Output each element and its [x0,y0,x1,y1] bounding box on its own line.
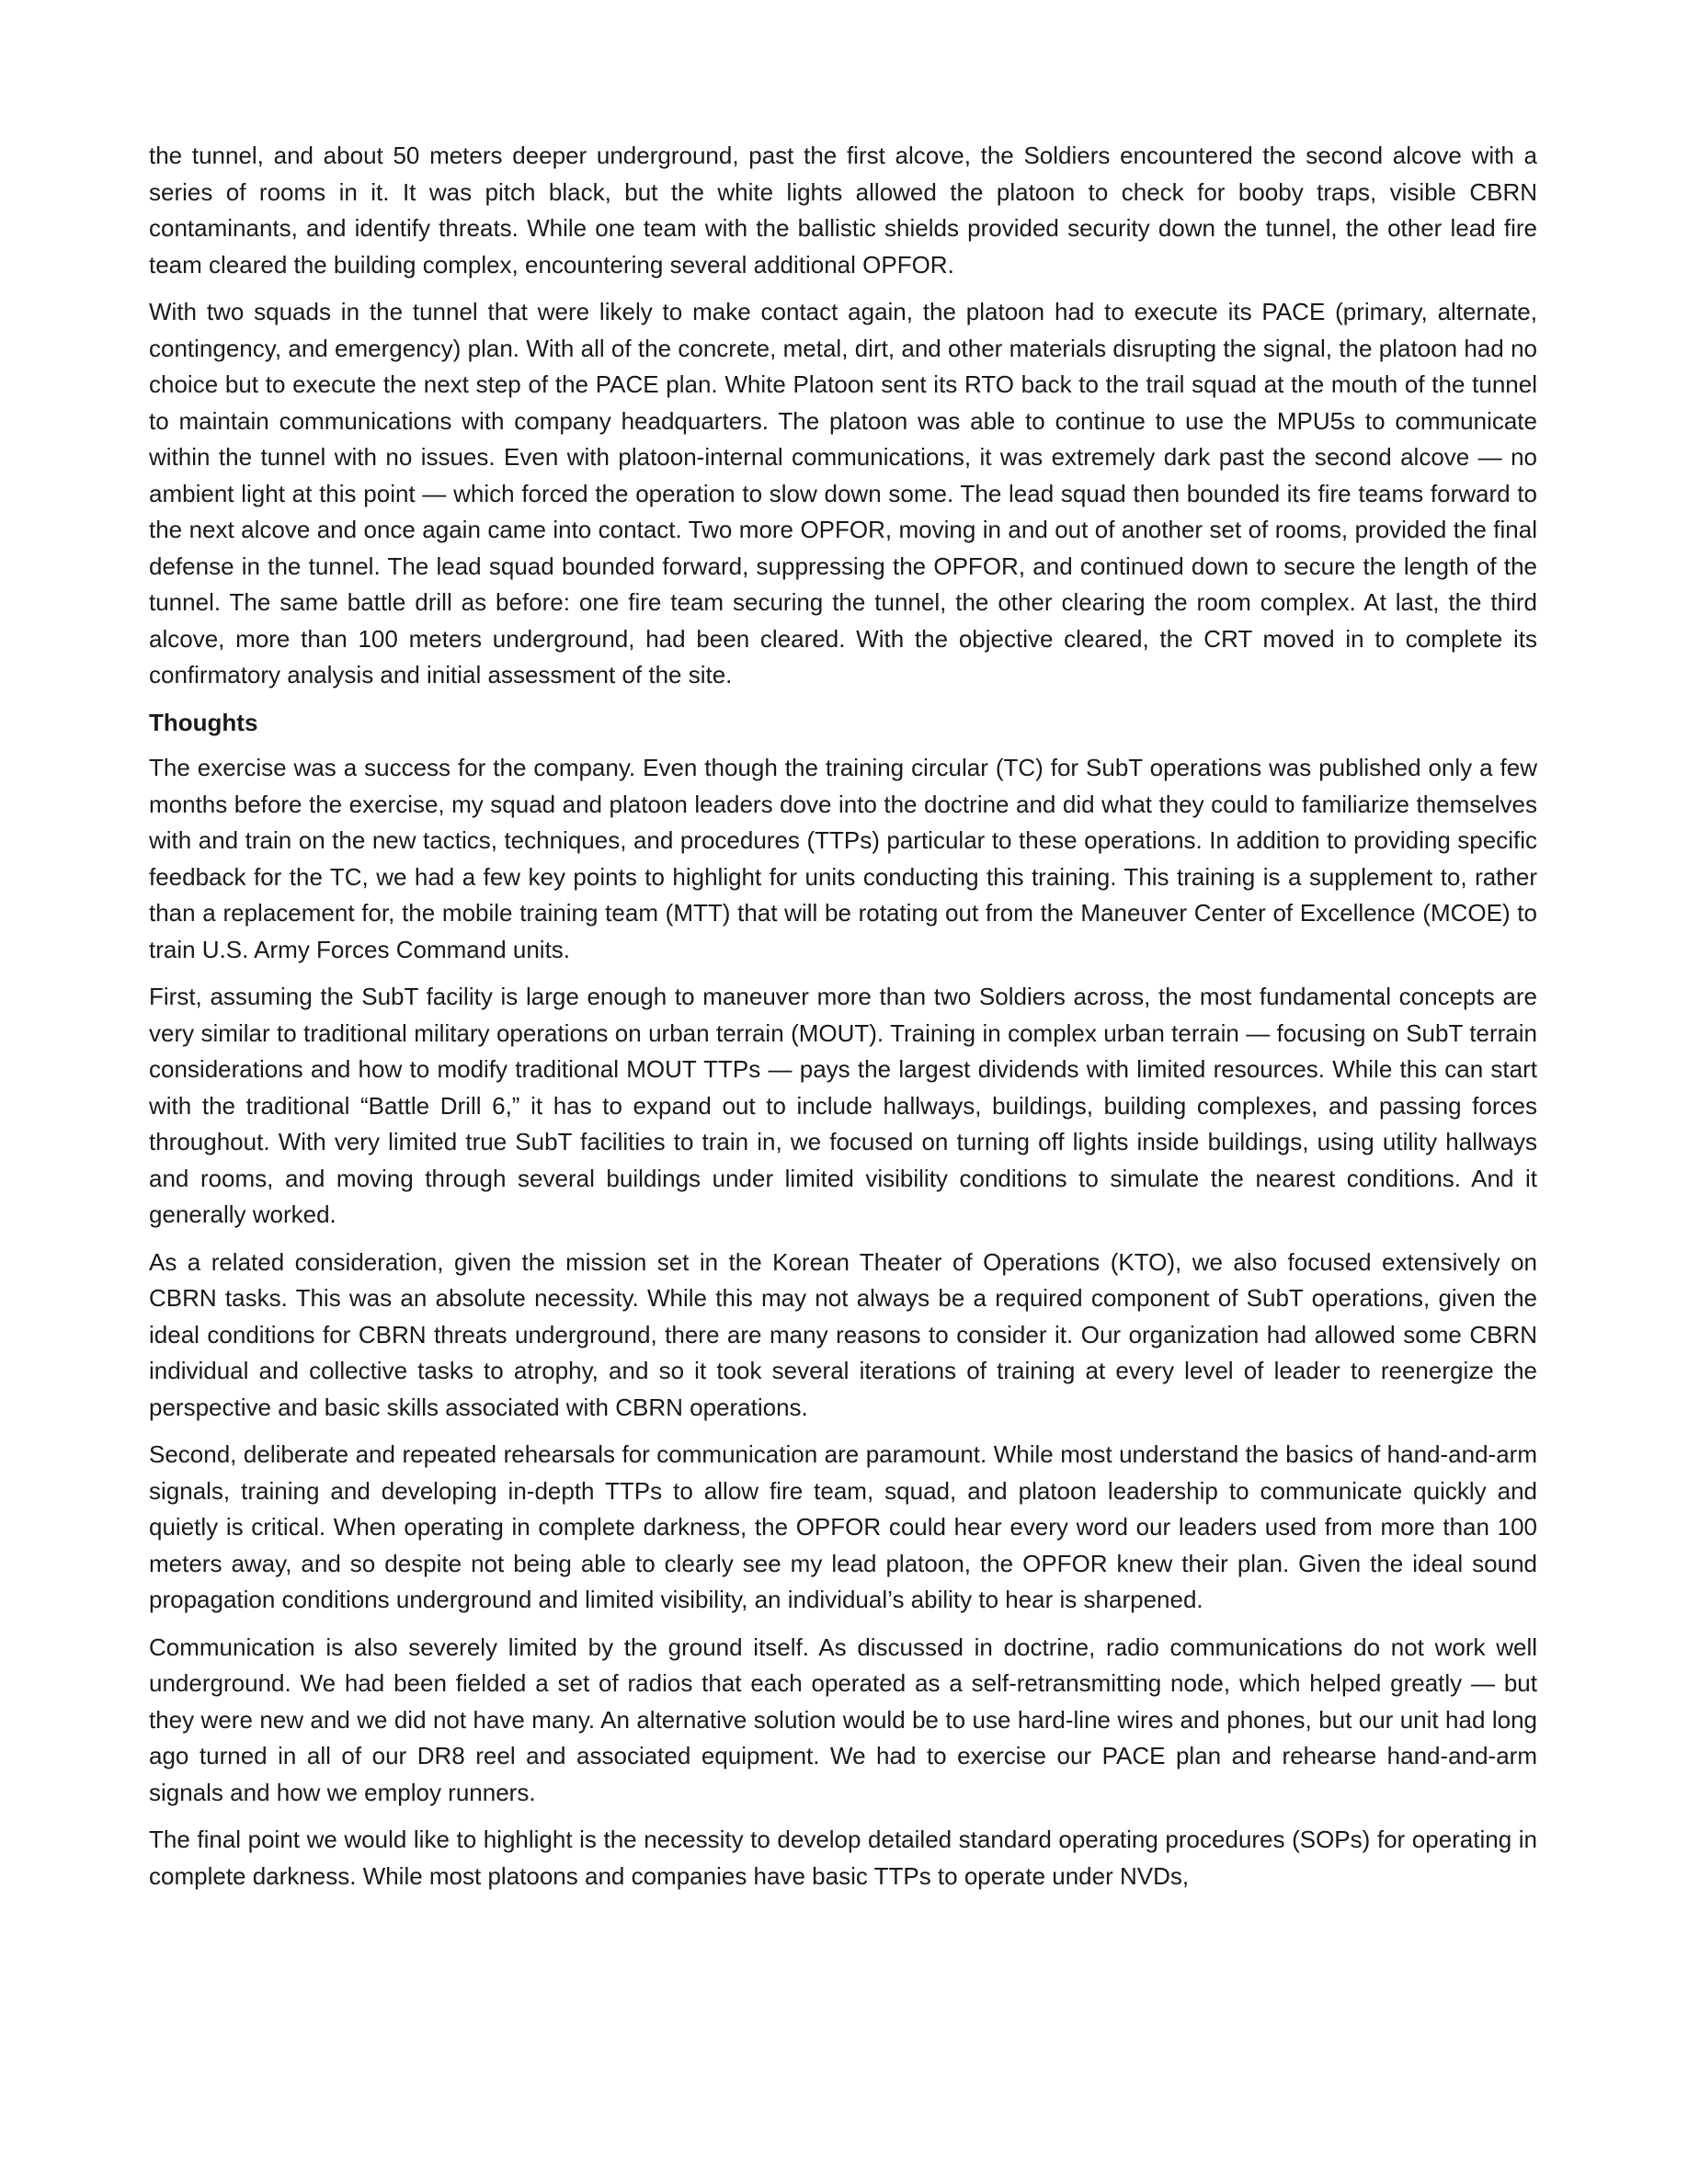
article-page [149,138,1537,1905]
body-paragraph: Second, deliberate and repeated rehearsals for communication are paramount. While most understand the basics of hand-and-arm signals, training and developing in-depth TTPs to allow fire team, squad, and platoon leadership to communicate quickly and quietly is critical. When operating in complete darkness, the OPFOR could hear every word our leaders used from more than 100 meters away, and so despite not being able to clearly see my lead platoon, the OPFOR knew their plan. Given the ideal sound propagation conditions underground and limited visibility, an individual’s ability to hear is sharpened. [149,1440,1537,1613]
body-paragraph: As a related consideration, given the mission set in the Korean Theater of Operations (KTO), we also focused extensively on CBRN tasks. This was an absolute necessity. While this may not always be a required component of SubT operations, given the ideal conditions for CBRN threats underground, there are many reasons to consider it. Our organization had allowed some CBRN individual and collective tasks to atrophy, and so it took several iterations of training at every level of leader to reenergize the perspective and basic skills associated with CBRN operations. [149,1247,1537,1421]
body-paragraph: The final point we would like to highlight is the necessity to develop detailed standard operating procedures (SOPs) for operating in complete darkness. While most platoons and companies have basic TTPs to operate under NVDs, [149,1826,1537,1890]
body-paragraph: The exercise was a success for the company. Even though the training circular (TC) for SubT operations was published only a few months before the exercise, my squad and platoon leaders dove into the doctrine and did what they could to familiarize themselves with and train on the new tactics, techniques, and procedures (TTPs) particular to these operations. In addition to providing specific feedback for the TC, we had a few key points to highlight for units conducting this training. This training is a supplement to, rather than a replacement for, the mobile training team (MTT) that will be rotating out from the Maneuver Center of Excellence (MCOE) to train U.S. Army Forces Command units. [149,754,1537,963]
body-paragraph: With two squads in the tunnel that were likely to make contact again, the platoon had to execute its PACE (primary, alternate, contingency, and emergency) plan. With all of the concrete, metal, dirt, and other materials disrupting the signal, the platoon had no choice but to execute the next step of the PACE plan. White Platoon sent its RTO back to the trail squad at the mouth of the tunnel to maintain communications with company headquarters. The platoon was able to continue to use the MPU5s to communicate within the tunnel with no issues. Even with platoon-internal communications, it was extremely dark past the second alcove — no ambient light at this point — which forced the operation to slow down some. The lead squad then bounded its fire teams forward to the next alcove and once again came into contact. Two more OPFOR, moving in and out of another set of rooms, provided the final defense in the tunnel. The lead squad bounded forward, suppressing the OPFOR, and continued down to secure the length of the tunnel. The same battle drill as before: one fire team securing the tunnel, the other clearing the room complex. At last, the third alcove, more than 100 meters underground, had been cleared. With the objective cleared, the CRT moved in to complete its confirmatory analysis and initial assessment of the site. [149,298,1537,688]
body-paragraph: First, assuming the SubT facility is large enough to maneuver more than two Soldiers across, the most fundamental concepts are very similar to traditional military operations on urban terrain (MOUT). Training in complex urban terrain — focusing on SubT terrain considerations and how to modify traditional MOUT TTPs — pays the largest dividends with limited resources. While this can start with the traditional “Battle Drill 6,” it has to expand out to include hallways, buildings, building complexes, and passing forces throughout. With very limited true SubT facilities to train in, we focused on turning off lights inside buildings, using utility hallways and rooms, and moving through several buildings under limited visibility conditions to simulate the nearest conditions. And it generally worked. [149,983,1537,1228]
section-heading: Thoughts [149,708,258,736]
body-paragraph: Communication is also severely limited by the ground itself. As discussed in doctrine, radio communications do not work well underground. We had been fielded a set of radios that each operated as a self-retransmitting node, which helped greatly — but they were new and we did not have many. An alternative solution would be to use hard-line wires and phones, but our unit had long ago turned in all of our DR8 reel and associated equipment. We had to exercise our PACE plan and rehearse hand-and-arm signals and how we employ runners. [149,1632,1537,1806]
body-paragraph: the tunnel, and about 50 meters deeper underground, past the first alcove, the Soldiers encountered the second alcove with a series of rooms in it. It was pitch black, but the white lights allowed the platoon to check for booby traps, visible CBRN contaminants, and identify threats. While one team with the ballistic shields provided security down the tunnel, the other lead fire team cleared the building complex, encountering several additional OPFOR. [149,142,1537,279]
